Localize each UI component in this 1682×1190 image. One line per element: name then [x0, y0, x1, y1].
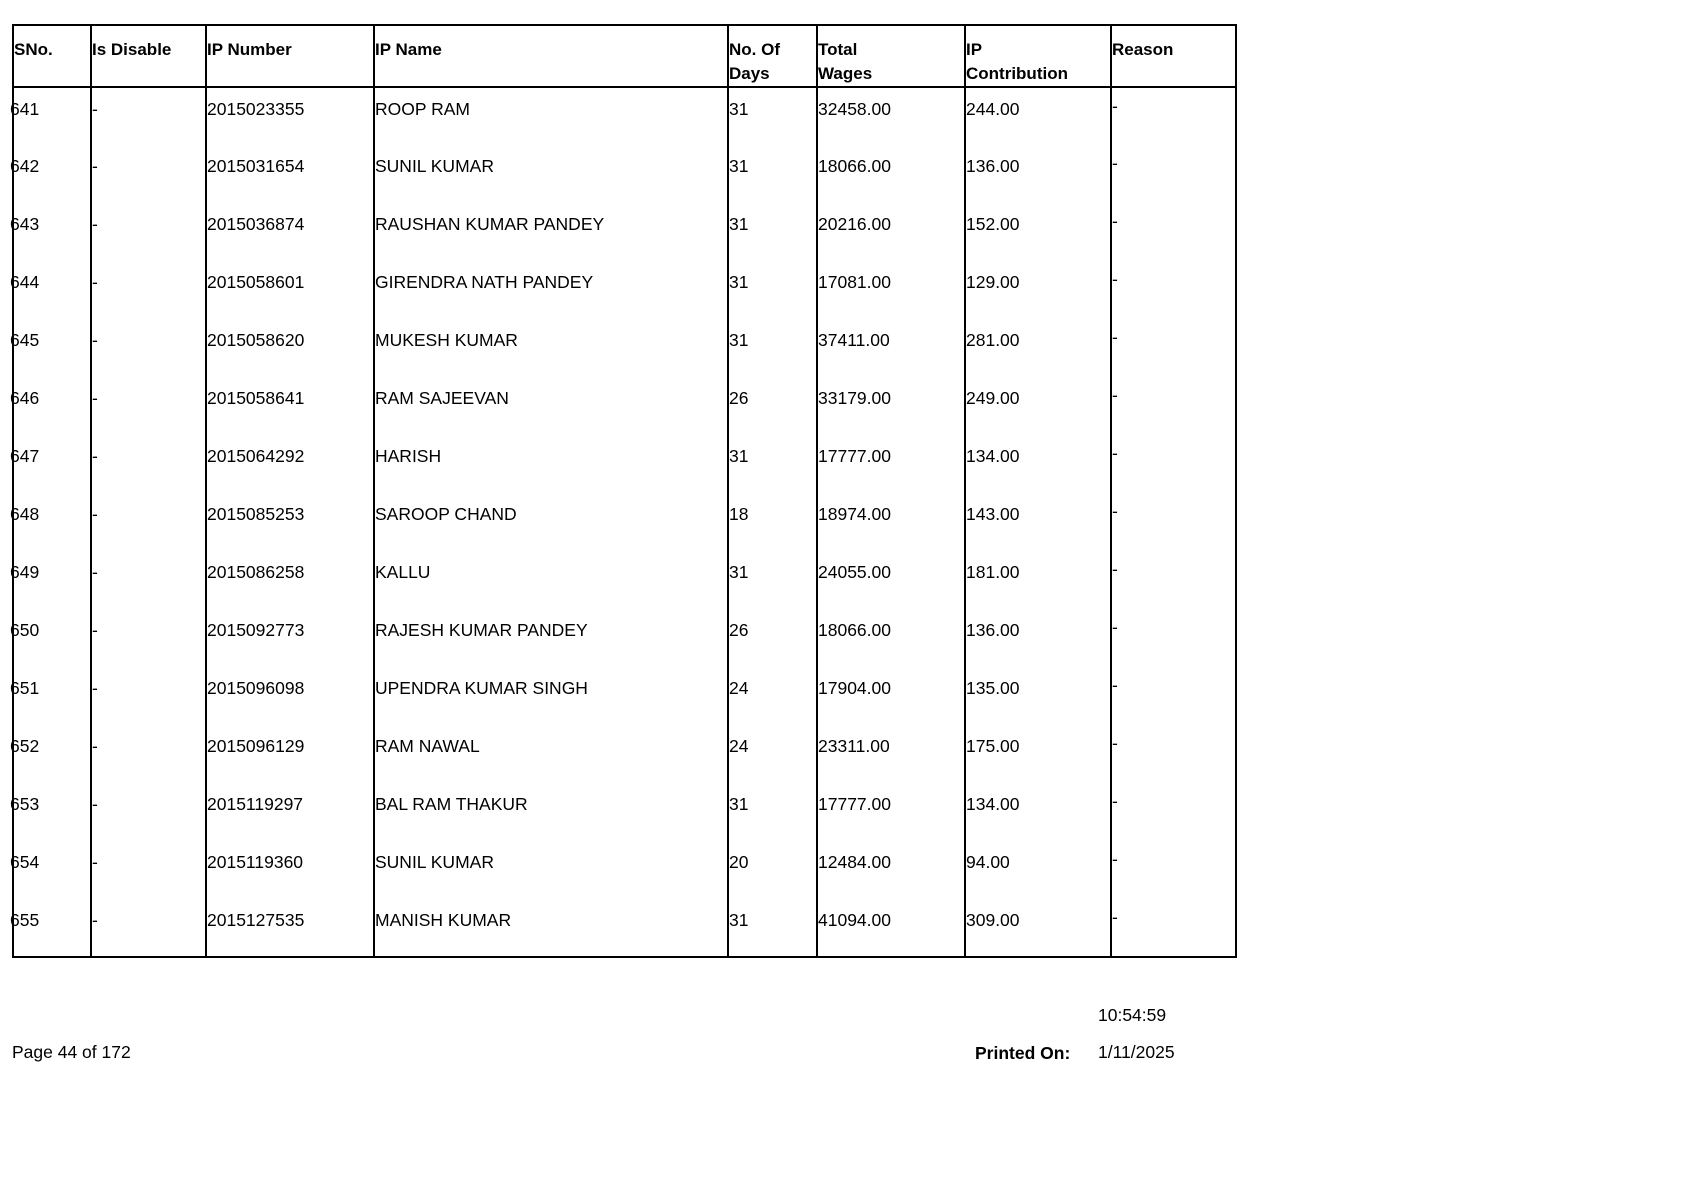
cell-no-of-days: 31: [728, 261, 817, 319]
cell-total-wages: 23311.00: [817, 725, 965, 783]
header-sno: SNo.: [13, 25, 91, 87]
cell-ip-name: ROOP RAM: [374, 87, 728, 145]
cell-is-disable: -: [91, 145, 206, 203]
table-row: [13, 783, 1236, 841]
cell-reason: -: [1111, 551, 1236, 609]
cell-ip-contribution: 135.00: [965, 667, 1111, 725]
cell-is-disable: -: [91, 377, 206, 435]
header-days-line2: Days: [729, 64, 770, 83]
cell-sno: 642: [13, 145, 91, 203]
cell-ip-contribution: 129.00: [965, 261, 1111, 319]
cell-reason: -: [1111, 783, 1236, 841]
table-row: [13, 145, 1236, 203]
table-row: [13, 493, 1236, 551]
cell-sno: 641: [13, 87, 91, 145]
cell-ip-number: 2015023355: [206, 87, 374, 145]
cell-ip-number: 2015127535: [206, 899, 374, 957]
cell-ip-name: UPENDRA KUMAR SINGH: [374, 667, 728, 725]
cell-no-of-days: 24: [728, 725, 817, 783]
cell-ip-number: 2015036874: [206, 203, 374, 261]
cell-ip-contribution: 181.00: [965, 551, 1111, 609]
cell-ip-name: SAROOP CHAND: [374, 493, 728, 551]
cell-sno: 655: [13, 899, 91, 957]
cell-ip-contribution: 94.00: [965, 841, 1111, 899]
cell-ip-name: RAM SAJEEVAN: [374, 377, 728, 435]
cell-no-of-days: 26: [728, 609, 817, 667]
cell-sno: 647: [13, 435, 91, 493]
cell-ip-name: HARISH: [374, 435, 728, 493]
header-wages-line2: Wages: [818, 64, 873, 83]
cell-sno: 646: [13, 377, 91, 435]
table-row: [13, 87, 1236, 145]
cell-is-disable: -: [91, 203, 206, 261]
cell-sno: 652: [13, 725, 91, 783]
cell-total-wages: 33179.00: [817, 377, 965, 435]
table-row: [13, 261, 1236, 319]
page-number: Page 44 of 172: [12, 1042, 131, 1062]
cell-reason: -: [1111, 435, 1236, 493]
cell-is-disable: -: [91, 261, 206, 319]
cell-is-disable: -: [91, 667, 206, 725]
cell-sno: 644: [13, 261, 91, 319]
cell-is-disable: -: [91, 841, 206, 899]
cell-ip-name: BAL RAM THAKUR: [374, 783, 728, 841]
cell-ip-name: KALLU: [374, 551, 728, 609]
cell-ip-number: 2015092773: [206, 609, 374, 667]
cell-ip-contribution: 134.00: [965, 435, 1111, 493]
cell-is-disable: -: [91, 551, 206, 609]
header-wages-line1: Total: [818, 40, 858, 59]
cell-is-disable: -: [91, 899, 206, 957]
cell-sno: 648: [13, 493, 91, 551]
header-reason: Reason: [1111, 25, 1236, 87]
cell-sno: 650: [13, 609, 91, 667]
cell-ip-number: 2015085253: [206, 493, 374, 551]
table-row: [13, 203, 1236, 261]
table-row: [13, 609, 1236, 667]
cell-no-of-days: 31: [728, 783, 817, 841]
cell-ip-number: 2015096129: [206, 725, 374, 783]
cell-is-disable: -: [91, 435, 206, 493]
cell-reason: -: [1111, 203, 1236, 261]
cell-total-wages: 17904.00: [817, 667, 965, 725]
cell-sno: 645: [13, 319, 91, 377]
cell-total-wages: 18066.00: [817, 609, 965, 667]
header-ip-name: IP Name: [374, 25, 728, 87]
cell-ip-contribution: 136.00: [965, 145, 1111, 203]
cell-no-of-days: 31: [728, 145, 817, 203]
table-header: [13, 25, 1236, 87]
cell-ip-name: SUNIL KUMAR: [374, 145, 728, 203]
cell-ip-contribution: 143.00: [965, 493, 1111, 551]
cell-sno: 653: [13, 783, 91, 841]
table-body: [10, 87, 1236, 957]
cell-is-disable: -: [91, 725, 206, 783]
header-row: [13, 25, 1236, 87]
cell-is-disable: -: [91, 493, 206, 551]
cell-total-wages: 37411.00: [817, 319, 965, 377]
header-days-line1: No. Of: [729, 40, 780, 59]
cell-no-of-days: 24: [728, 667, 817, 725]
table-row: [13, 725, 1236, 783]
cell-ip-name: SUNIL KUMAR: [374, 841, 728, 899]
cell-reason: -: [1111, 493, 1236, 551]
cell-no-of-days: 18: [728, 493, 817, 551]
cell-ip-name: RAM NAWAL: [374, 725, 728, 783]
cell-ip-contribution: 136.00: [965, 609, 1111, 667]
cell-ip-number: 2015031654: [206, 145, 374, 203]
cell-reason: -: [1111, 899, 1236, 957]
cell-ip-name: RAJESH KUMAR PANDEY: [374, 609, 728, 667]
printed-time: 10:54:59: [1098, 1005, 1167, 1025]
cell-ip-number: 2015096098: [206, 667, 374, 725]
header-ip-number: IP Number: [206, 25, 374, 87]
cell-ip-contribution: 152.00: [965, 203, 1111, 261]
printed-date: 1/11/2025: [1098, 1042, 1175, 1062]
cell-ip-number: 2015058641: [206, 377, 374, 435]
cell-ip-contribution: 281.00: [965, 319, 1111, 377]
cell-ip-contribution: 309.00: [965, 899, 1111, 957]
cell-total-wages: 20216.00: [817, 203, 965, 261]
cell-ip-contribution: 175.00: [965, 725, 1111, 783]
cell-is-disable: -: [91, 319, 206, 377]
table-row: [13, 319, 1236, 377]
table-row: [13, 841, 1236, 899]
cell-total-wages: 18066.00: [817, 145, 965, 203]
header-contrib-line2: Contribution: [966, 64, 1068, 83]
cell-ip-contribution: 249.00: [965, 377, 1111, 435]
cell-reason: -: [1111, 319, 1236, 377]
table-row: [13, 667, 1236, 725]
cell-is-disable: -: [91, 87, 206, 145]
cell-ip-number: 2015119297: [206, 783, 374, 841]
cell-sno: 654: [13, 841, 91, 899]
cell-reason: -: [1111, 725, 1236, 783]
header-is-disable: Is Disable: [91, 25, 206, 87]
cell-no-of-days: 31: [728, 87, 817, 145]
cell-no-of-days: 20: [728, 841, 817, 899]
cell-ip-number: 2015119360: [206, 841, 374, 899]
cell-sno: 649: [13, 551, 91, 609]
header-contrib-line1: IP: [966, 40, 983, 59]
cell-total-wages: 41094.00: [817, 899, 965, 957]
cell-total-wages: 24055.00: [817, 551, 965, 609]
cell-sno: 651: [13, 667, 91, 725]
cell-no-of-days: 31: [728, 319, 817, 377]
cell-is-disable: -: [91, 609, 206, 667]
cell-ip-number: 2015086258: [206, 551, 374, 609]
cell-total-wages: 17777.00: [817, 783, 965, 841]
cell-ip-number: 2015058601: [206, 261, 374, 319]
cell-reason: -: [1111, 377, 1236, 435]
cell-sno: 643: [13, 203, 91, 261]
cell-total-wages: 18974.00: [817, 493, 965, 551]
cell-no-of-days: 31: [728, 203, 817, 261]
table-row: [13, 435, 1236, 493]
cell-reason: -: [1111, 261, 1236, 319]
printed-on-label: Printed On:: [975, 1043, 1071, 1063]
header-no-of-days: [728, 25, 817, 87]
cell-ip-contribution: 134.00: [965, 783, 1111, 841]
contribution-table: [12, 24, 1237, 958]
cell-ip-name: GIRENDRA NATH PANDEY: [374, 261, 728, 319]
cell-reason: -: [1111, 87, 1236, 145]
table-row: [13, 551, 1236, 609]
cell-total-wages: 17081.00: [817, 261, 965, 319]
cell-is-disable: -: [91, 783, 206, 841]
cell-no-of-days: 31: [728, 899, 817, 957]
cell-ip-name: MANISH KUMAR: [374, 899, 728, 957]
cell-total-wages: 17777.00: [817, 435, 965, 493]
cell-ip-contribution: 244.00: [965, 87, 1111, 145]
cell-total-wages: 12484.00: [817, 841, 965, 899]
cell-ip-number: 2015058620: [206, 319, 374, 377]
cell-total-wages: 32458.00: [817, 87, 965, 145]
header-total-wages: [817, 25, 965, 87]
cell-no-of-days: 31: [728, 551, 817, 609]
cell-no-of-days: 31: [728, 435, 817, 493]
header-ip-contribution: [965, 25, 1111, 87]
table-row: [13, 899, 1236, 957]
cell-reason: -: [1111, 609, 1236, 667]
cell-reason: -: [1111, 841, 1236, 899]
cell-reason: -: [1111, 667, 1236, 725]
cell-ip-name: RAUSHAN KUMAR PANDEY: [374, 203, 728, 261]
cell-no-of-days: 26: [728, 377, 817, 435]
cell-reason: -: [1111, 145, 1236, 203]
table-row: [13, 377, 1236, 435]
cell-ip-name: MUKESH KUMAR: [374, 319, 728, 377]
cell-ip-number: 2015064292: [206, 435, 374, 493]
